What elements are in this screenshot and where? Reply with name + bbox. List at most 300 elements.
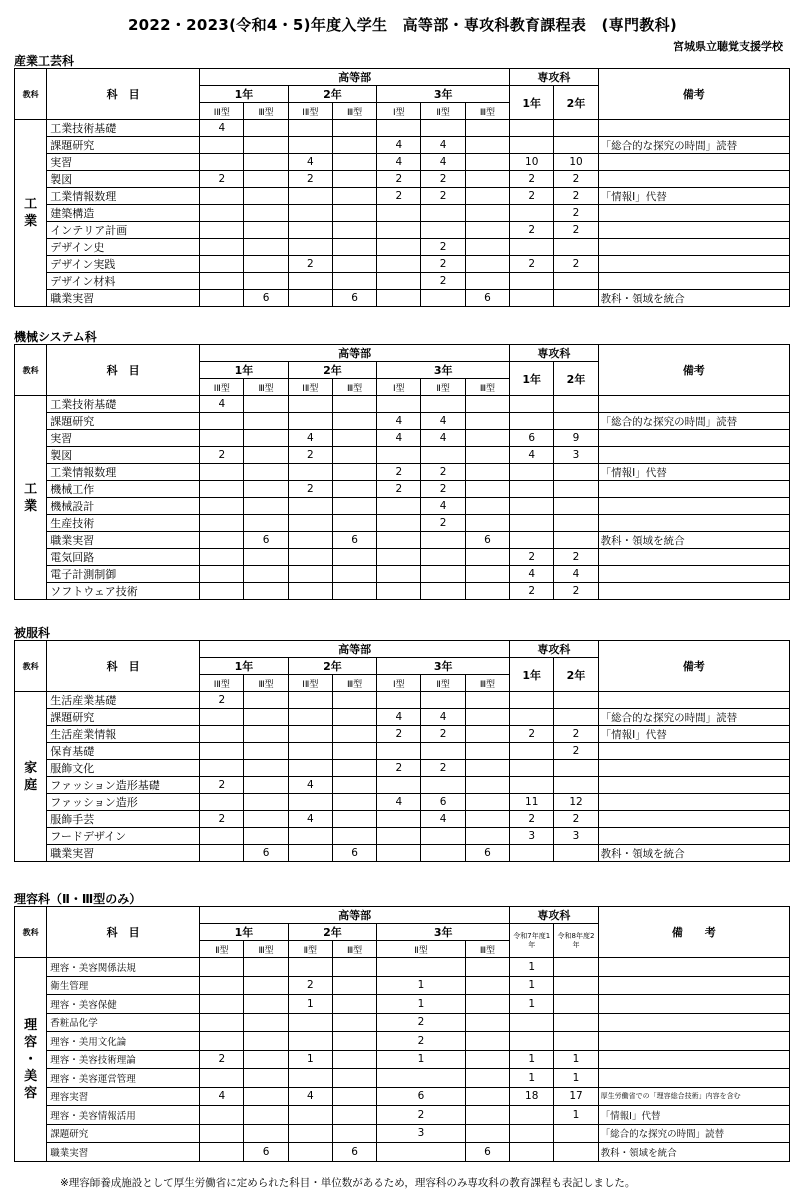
credit-cell: 2 bbox=[421, 760, 465, 777]
credit-cell bbox=[554, 845, 598, 862]
credit-cell bbox=[377, 498, 421, 515]
header-type-3: Ⅲ型 bbox=[465, 103, 509, 120]
credit-cell bbox=[377, 845, 421, 862]
table-row bbox=[15, 845, 790, 862]
credit-cell bbox=[288, 222, 332, 239]
credit-cell bbox=[465, 811, 509, 828]
header-kamoku: 科 目 bbox=[47, 907, 200, 958]
credit-cell: 17 bbox=[554, 1087, 598, 1106]
subject-cell: 職業実習 bbox=[47, 532, 200, 549]
credit-cell: 2 bbox=[377, 1032, 466, 1051]
credit-cell bbox=[377, 811, 421, 828]
credit-cell: 6 bbox=[332, 532, 376, 549]
header-kamoku: 科 目 bbox=[47, 69, 200, 120]
credit-cell bbox=[510, 290, 554, 307]
credit-cell bbox=[465, 995, 509, 1014]
table-row bbox=[15, 743, 790, 760]
credit-cell bbox=[288, 396, 332, 413]
credit-cell: 1 bbox=[377, 995, 466, 1014]
credit-cell: 6 bbox=[465, 1143, 509, 1162]
header-type-3: Ⅲ型 bbox=[465, 379, 509, 396]
credit-cell bbox=[200, 583, 244, 600]
subject-cell: 課題研究 bbox=[47, 709, 200, 726]
category-char: ・ bbox=[24, 1051, 38, 1067]
credit-cell bbox=[332, 777, 376, 794]
table-row bbox=[15, 120, 790, 137]
credit-cell bbox=[421, 396, 465, 413]
credit-cell bbox=[332, 273, 376, 290]
table-row bbox=[15, 1013, 790, 1032]
header-type-2: Ⅱ型 bbox=[421, 675, 465, 692]
table-row bbox=[15, 760, 790, 777]
credit-cell: 4 bbox=[200, 120, 244, 137]
subject-cell: デザイン実践 bbox=[47, 256, 200, 273]
credit-cell: 2 bbox=[288, 256, 332, 273]
header-year-1: 1年 bbox=[200, 86, 289, 103]
category-label bbox=[15, 958, 47, 1162]
credit-cell: 2 bbox=[510, 188, 554, 205]
credit-cell: 4 bbox=[377, 709, 421, 726]
credit-cell bbox=[332, 743, 376, 760]
credit-cell: 6 bbox=[244, 532, 288, 549]
credit-cell: 1 bbox=[377, 1050, 466, 1069]
credit-cell bbox=[288, 566, 332, 583]
header-year-3: 3年 bbox=[377, 658, 510, 675]
credit-cell bbox=[288, 743, 332, 760]
credit-cell bbox=[377, 583, 421, 600]
note-cell bbox=[598, 256, 789, 273]
credit-cell bbox=[554, 481, 598, 498]
credit-cell bbox=[510, 413, 554, 430]
credit-cell: 1 bbox=[554, 1106, 598, 1125]
note-cell: 「情報Ⅰ」代替 bbox=[598, 726, 789, 743]
header-type-12: ⅠⅡ型 bbox=[200, 103, 244, 120]
table-row bbox=[15, 1106, 790, 1125]
credit-cell: 1 bbox=[510, 1050, 554, 1069]
credit-cell: 4 bbox=[288, 811, 332, 828]
category-char: 庭 bbox=[24, 777, 38, 793]
credit-cell bbox=[332, 976, 376, 995]
credit-cell bbox=[288, 794, 332, 811]
credit-cell bbox=[244, 396, 288, 413]
note-cell bbox=[598, 430, 789, 447]
note-cell: 「情報Ⅰ」代替 bbox=[598, 464, 789, 481]
subject-cell: デザイン史 bbox=[47, 239, 200, 256]
header-type-12: ⅠⅡ型 bbox=[288, 675, 332, 692]
credit-cell bbox=[332, 1013, 376, 1032]
credit-cell bbox=[244, 188, 288, 205]
subject-cell: 実習 bbox=[47, 154, 200, 171]
credit-cell: 6 bbox=[510, 430, 554, 447]
header-year-1: 1年 bbox=[200, 362, 289, 379]
table-row bbox=[15, 222, 790, 239]
credit-cell: 4 bbox=[421, 154, 465, 171]
header-year-2: 2年 bbox=[288, 362, 377, 379]
credit-cell bbox=[377, 256, 421, 273]
credit-cell bbox=[244, 481, 288, 498]
credit-cell bbox=[288, 845, 332, 862]
credit-cell bbox=[332, 1106, 376, 1125]
note-cell bbox=[598, 566, 789, 583]
credit-cell: 2 bbox=[288, 976, 332, 995]
credit-cell bbox=[332, 239, 376, 256]
header-kyoka: 教科 bbox=[15, 345, 47, 396]
subject-cell: 機械工作 bbox=[47, 481, 200, 498]
note-cell bbox=[598, 828, 789, 845]
note-cell: 教科・領域を統合 bbox=[598, 532, 789, 549]
credit-cell bbox=[288, 1143, 332, 1162]
credit-cell bbox=[465, 777, 509, 794]
credit-cell bbox=[465, 222, 509, 239]
note-cell bbox=[598, 239, 789, 256]
credit-cell bbox=[332, 1032, 376, 1051]
subject-cell: 香粧品化学 bbox=[47, 1013, 200, 1032]
credit-cell: 2 bbox=[510, 583, 554, 600]
credit-cell bbox=[244, 995, 288, 1014]
note-cell bbox=[598, 1050, 789, 1069]
credit-cell bbox=[244, 566, 288, 583]
category-char: 理 bbox=[24, 1017, 38, 1033]
credit-cell bbox=[244, 413, 288, 430]
credit-cell bbox=[288, 498, 332, 515]
credit-cell bbox=[465, 760, 509, 777]
credit-cell: 2 bbox=[288, 171, 332, 188]
credit-cell bbox=[510, 1143, 554, 1162]
header-type-2: Ⅱ型 bbox=[421, 379, 465, 396]
credit-cell bbox=[200, 1143, 244, 1162]
credit-cell bbox=[465, 1106, 509, 1125]
note-cell bbox=[598, 273, 789, 290]
header-type-3: Ⅲ型 bbox=[332, 103, 376, 120]
subject-cell: 製図 bbox=[47, 447, 200, 464]
credit-cell bbox=[288, 958, 332, 977]
header-koutoubu: 高等部 bbox=[200, 907, 510, 924]
credit-cell bbox=[332, 413, 376, 430]
credit-cell bbox=[465, 1124, 509, 1143]
credit-cell bbox=[421, 743, 465, 760]
credit-cell bbox=[244, 273, 288, 290]
credit-cell: 4 bbox=[421, 709, 465, 726]
note-cell bbox=[598, 692, 789, 709]
credit-cell bbox=[377, 120, 421, 137]
credit-cell bbox=[288, 290, 332, 307]
credit-cell bbox=[332, 583, 376, 600]
credit-cell: 2 bbox=[377, 464, 421, 481]
subject-cell: 職業実習 bbox=[47, 845, 200, 862]
credit-cell bbox=[465, 239, 509, 256]
header-type-2: Ⅱ型 bbox=[421, 103, 465, 120]
category-char: 美 bbox=[24, 1068, 38, 1084]
subject-cell: 理容・美容技術理論 bbox=[47, 1050, 200, 1069]
credit-cell bbox=[200, 273, 244, 290]
note-cell bbox=[598, 498, 789, 515]
credit-cell bbox=[554, 958, 598, 977]
credit-cell bbox=[200, 290, 244, 307]
note-cell: 教科・領域を統合 bbox=[598, 845, 789, 862]
header-type-3: Ⅲ型 bbox=[244, 675, 288, 692]
credit-cell bbox=[421, 566, 465, 583]
credit-cell: 2 bbox=[554, 171, 598, 188]
subject-cell: 建築構造 bbox=[47, 205, 200, 222]
credit-cell bbox=[332, 481, 376, 498]
credit-cell: 2 bbox=[200, 1050, 244, 1069]
header-year-2: 2年 bbox=[288, 86, 377, 103]
category-label bbox=[15, 692, 47, 862]
note-cell: 「情報Ⅰ」代替 bbox=[598, 1106, 789, 1125]
credit-cell: 4 bbox=[377, 794, 421, 811]
credit-cell bbox=[200, 532, 244, 549]
credit-cell: 2 bbox=[288, 447, 332, 464]
credit-cell: 1 bbox=[510, 958, 554, 977]
credit-cell bbox=[554, 1124, 598, 1143]
credit-cell bbox=[288, 188, 332, 205]
credit-cell bbox=[244, 464, 288, 481]
credit-cell: 4 bbox=[510, 566, 554, 583]
credit-cell bbox=[244, 760, 288, 777]
credit-cell bbox=[200, 256, 244, 273]
credit-cell bbox=[465, 120, 509, 137]
credit-cell bbox=[200, 413, 244, 430]
table-row bbox=[15, 205, 790, 222]
credit-cell: 4 bbox=[554, 566, 598, 583]
credit-cell bbox=[244, 120, 288, 137]
credit-cell: 2 bbox=[288, 481, 332, 498]
header-type-3: Ⅲ型 bbox=[244, 379, 288, 396]
credit-cell bbox=[332, 709, 376, 726]
note-cell: 「情報Ⅰ」代替 bbox=[598, 188, 789, 205]
credit-cell: 2 bbox=[377, 171, 421, 188]
credit-cell bbox=[200, 1106, 244, 1125]
subject-cell: 工業情報数理 bbox=[47, 464, 200, 481]
credit-cell bbox=[332, 222, 376, 239]
credit-cell: 2 bbox=[377, 188, 421, 205]
credit-cell bbox=[377, 290, 421, 307]
note-cell bbox=[598, 447, 789, 464]
subject-cell: 製図 bbox=[47, 171, 200, 188]
header-senkou-year-1: 1年 bbox=[510, 362, 554, 396]
credit-cell bbox=[465, 188, 509, 205]
header-kyoka: 教科 bbox=[15, 907, 47, 958]
credit-cell bbox=[465, 726, 509, 743]
header-year-3: 3年 bbox=[377, 362, 510, 379]
credit-cell: 6 bbox=[377, 1087, 466, 1106]
credit-cell bbox=[244, 205, 288, 222]
header-year-1: 1年 bbox=[200, 658, 289, 675]
credit-cell bbox=[288, 828, 332, 845]
credit-cell bbox=[421, 120, 465, 137]
credit-cell: 6 bbox=[421, 794, 465, 811]
header-year-1: 1年 bbox=[200, 924, 289, 941]
header-type-12: ⅠⅡ型 bbox=[288, 103, 332, 120]
credit-cell bbox=[377, 1069, 466, 1088]
header-type-3: Ⅲ型 bbox=[465, 675, 509, 692]
credit-cell bbox=[554, 137, 598, 154]
credit-cell: 2 bbox=[377, 726, 421, 743]
note-cell bbox=[598, 995, 789, 1014]
credit-cell: 2 bbox=[510, 171, 554, 188]
credit-cell: 11 bbox=[510, 794, 554, 811]
credit-cell bbox=[288, 726, 332, 743]
credit-cell bbox=[200, 205, 244, 222]
credit-cell bbox=[510, 205, 554, 222]
credit-cell: 4 bbox=[510, 447, 554, 464]
credit-cell: 2 bbox=[200, 692, 244, 709]
header-senkouka: 専攻科 bbox=[510, 907, 599, 924]
credit-cell: 6 bbox=[244, 845, 288, 862]
credit-cell bbox=[200, 1032, 244, 1051]
table-row bbox=[15, 1032, 790, 1051]
credit-cell bbox=[332, 188, 376, 205]
credit-cell bbox=[200, 1124, 244, 1143]
note-cell: 「総合的な探究の時間」読替 bbox=[598, 413, 789, 430]
credit-cell bbox=[200, 1013, 244, 1032]
credit-cell bbox=[332, 811, 376, 828]
credit-cell bbox=[554, 692, 598, 709]
category-char: 工 bbox=[24, 197, 38, 212]
credit-cell bbox=[244, 447, 288, 464]
credit-cell bbox=[332, 430, 376, 447]
credit-cell: 4 bbox=[421, 413, 465, 430]
credit-cell bbox=[288, 760, 332, 777]
credit-cell bbox=[244, 549, 288, 566]
credit-cell bbox=[510, 273, 554, 290]
credit-cell bbox=[200, 188, 244, 205]
credit-cell bbox=[332, 120, 376, 137]
credit-cell bbox=[288, 120, 332, 137]
credit-cell bbox=[200, 222, 244, 239]
credit-cell bbox=[421, 290, 465, 307]
credit-cell: 4 bbox=[288, 777, 332, 794]
credit-cell bbox=[332, 566, 376, 583]
category-char: 家 bbox=[24, 760, 38, 776]
credit-cell bbox=[288, 239, 332, 256]
subject-cell: 理容・美用文化論 bbox=[47, 1032, 200, 1051]
credit-cell bbox=[288, 1013, 332, 1032]
credit-cell bbox=[244, 222, 288, 239]
header-kyoka: 教科 bbox=[15, 641, 47, 692]
header-type-12: ⅠⅡ型 bbox=[288, 379, 332, 396]
credit-cell bbox=[510, 239, 554, 256]
header-type-12: ⅠⅡ型 bbox=[200, 675, 244, 692]
credit-cell bbox=[377, 205, 421, 222]
credit-cell bbox=[288, 273, 332, 290]
credit-cell bbox=[554, 498, 598, 515]
table-row bbox=[15, 256, 790, 273]
credit-cell: 6 bbox=[465, 532, 509, 549]
credit-cell bbox=[465, 447, 509, 464]
table-row bbox=[15, 995, 790, 1014]
credit-cell: 4 bbox=[421, 811, 465, 828]
credit-cell bbox=[554, 1032, 598, 1051]
credit-cell bbox=[200, 137, 244, 154]
credit-cell bbox=[244, 1069, 288, 1088]
credit-cell: 2 bbox=[200, 171, 244, 188]
header-senkou-year-1: 令和7年度1年 bbox=[510, 924, 554, 958]
section-title-hifuku: 被服科 bbox=[14, 626, 51, 640]
credit-cell bbox=[244, 726, 288, 743]
credit-cell: 2 bbox=[200, 777, 244, 794]
credit-cell bbox=[554, 532, 598, 549]
table-row bbox=[15, 828, 790, 845]
credit-cell bbox=[510, 464, 554, 481]
credit-cell bbox=[554, 515, 598, 532]
credit-cell bbox=[288, 1032, 332, 1051]
subject-cell: フードデザイン bbox=[47, 828, 200, 845]
credit-cell: 2 bbox=[377, 760, 421, 777]
credit-cell bbox=[554, 413, 598, 430]
note-cell bbox=[598, 583, 789, 600]
table-row bbox=[15, 498, 790, 515]
header-type-1: Ⅰ型 bbox=[377, 103, 421, 120]
subject-cell: 実習 bbox=[47, 430, 200, 447]
credit-cell bbox=[465, 692, 509, 709]
credit-cell bbox=[554, 239, 598, 256]
credit-cell bbox=[377, 692, 421, 709]
credit-cell: 4 bbox=[288, 430, 332, 447]
table-row bbox=[15, 549, 790, 566]
credit-cell bbox=[200, 794, 244, 811]
credit-cell bbox=[200, 549, 244, 566]
table-row bbox=[15, 1050, 790, 1069]
credit-cell bbox=[244, 137, 288, 154]
credit-cell: 3 bbox=[510, 828, 554, 845]
credit-cell bbox=[510, 498, 554, 515]
subject-cell: 課題研究 bbox=[47, 413, 200, 430]
header-type-2: Ⅱ型 bbox=[288, 941, 332, 958]
credit-cell: 4 bbox=[377, 137, 421, 154]
credit-cell bbox=[332, 205, 376, 222]
header-type-1: Ⅰ型 bbox=[377, 675, 421, 692]
credit-cell: 3 bbox=[377, 1124, 466, 1143]
header-biko: 備考 bbox=[598, 69, 789, 120]
credit-cell bbox=[421, 583, 465, 600]
credit-cell bbox=[244, 976, 288, 995]
credit-cell bbox=[200, 239, 244, 256]
header-biko: 備考 bbox=[598, 345, 789, 396]
note-cell bbox=[598, 794, 789, 811]
subject-cell: 電気回路 bbox=[47, 549, 200, 566]
credit-cell bbox=[510, 1124, 554, 1143]
credit-cell: 18 bbox=[510, 1087, 554, 1106]
credit-cell bbox=[377, 515, 421, 532]
credit-cell bbox=[465, 256, 509, 273]
credit-cell bbox=[377, 743, 421, 760]
header-type-3: Ⅲ型 bbox=[332, 379, 376, 396]
credit-cell: 3 bbox=[554, 828, 598, 845]
credit-cell bbox=[377, 566, 421, 583]
subject-cell: 生活産業情報 bbox=[47, 726, 200, 743]
credit-cell: 4 bbox=[421, 430, 465, 447]
subject-cell: 職業実習 bbox=[47, 1143, 200, 1162]
note-cell: 厚生労働省での「理容総合技術」内容を含む bbox=[598, 1087, 789, 1106]
credit-cell bbox=[554, 760, 598, 777]
header-type-2: Ⅱ型 bbox=[200, 941, 244, 958]
credit-cell bbox=[332, 828, 376, 845]
credit-cell bbox=[244, 430, 288, 447]
credit-cell bbox=[465, 481, 509, 498]
credit-cell: 1 bbox=[510, 1069, 554, 1088]
credit-cell: 2 bbox=[554, 205, 598, 222]
credit-cell: 12 bbox=[554, 794, 598, 811]
note-cell: 「総合的な探究の時間」読替 bbox=[598, 1124, 789, 1143]
credit-cell bbox=[244, 154, 288, 171]
credit-cell bbox=[288, 205, 332, 222]
credit-cell bbox=[288, 137, 332, 154]
credit-cell bbox=[421, 777, 465, 794]
credit-cell: 2 bbox=[510, 811, 554, 828]
credit-cell bbox=[244, 1032, 288, 1051]
header-biko: 備 考 bbox=[598, 907, 789, 958]
